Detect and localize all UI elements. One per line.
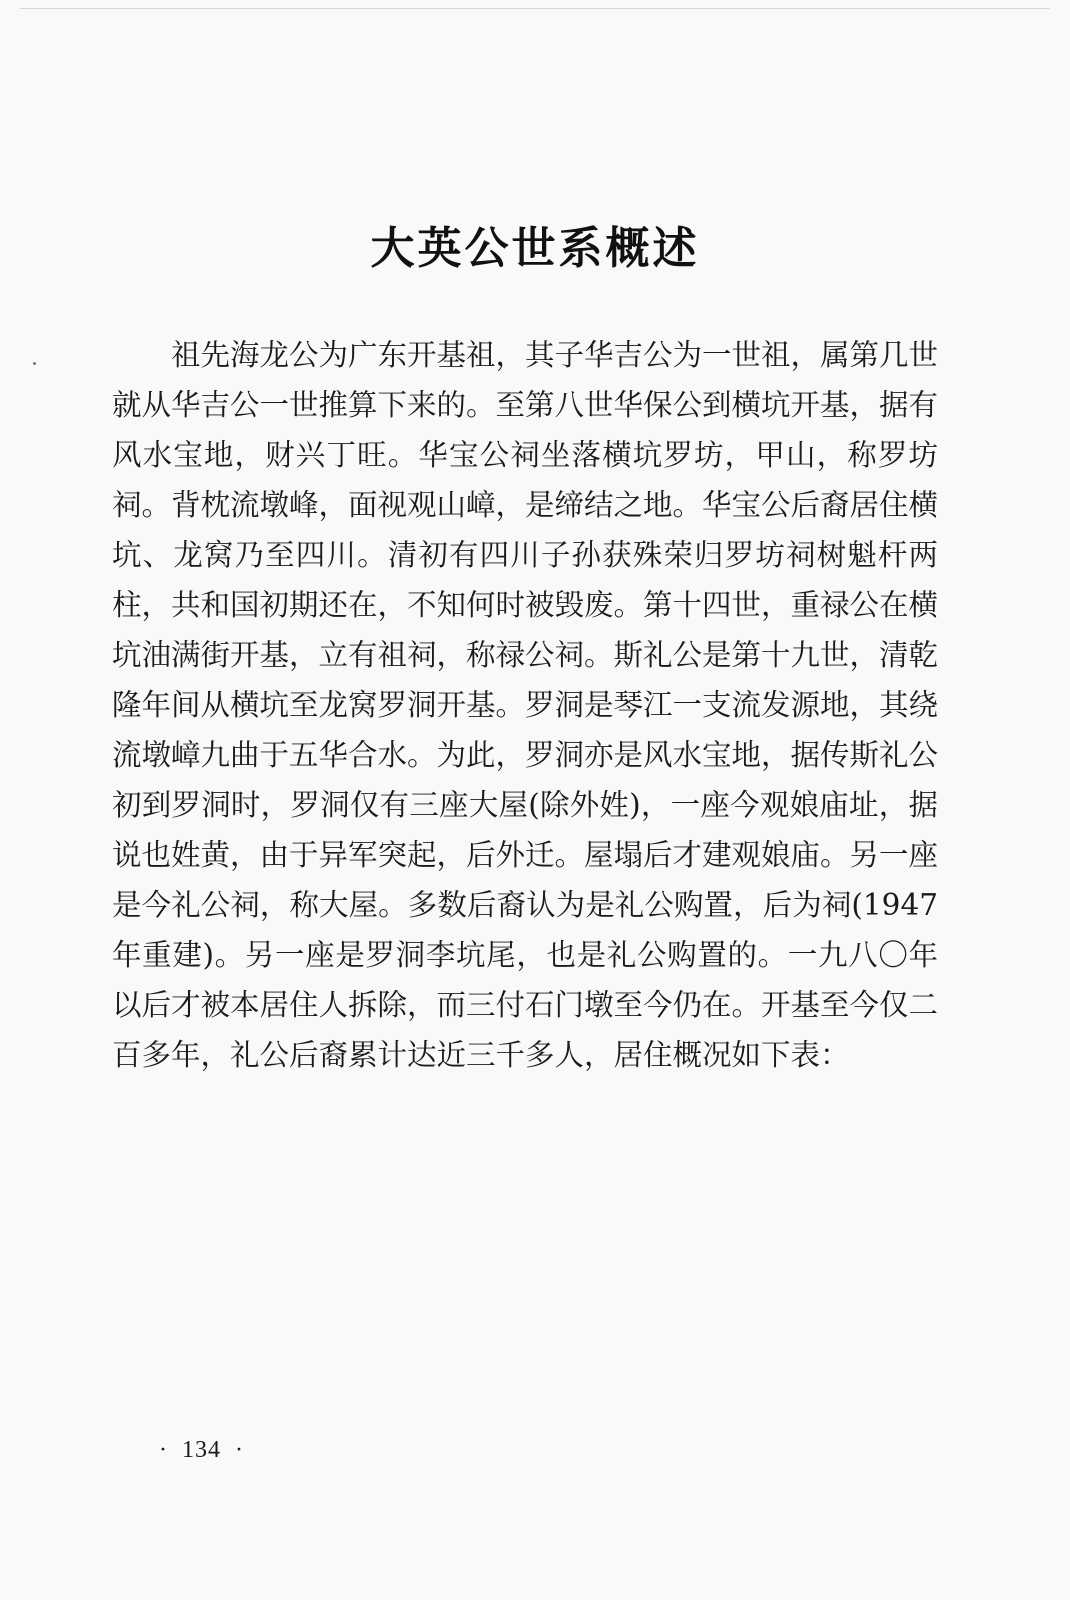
page-edge-rule	[20, 8, 1050, 9]
folio-right-dot: ·	[235, 1437, 244, 1463]
folio-number: 134	[182, 1437, 221, 1463]
scan-speck	[33, 362, 36, 365]
body-paragraph: 祖先海龙公为广东开基祖，其子华吉公为一世祖，属第几世就从华吉公一世推算下来的。至第八世华保公到横坑开基，据有风水宝地，财兴丁旺。华宝公祠坐落横坑罗坊，甲山，称罗坊祠。背枕流墩峰，面视观山嶂，是缔结之地。华宝公后裔居住横坑、龙窝乃至四川。清初有四川子孙获殊荣归罗坊祠树魁杆两柱，共和国初期还在，不知何时被毁废。第十四世，重禄公在横坑油满街开基，立有祖祠，称禄公祠。斯礼公是第十九世，清乾隆年间从横坑至龙窝罗洞开基。罗洞是琴江一支流发源地，其绕流墩嶂九曲于五华合水。为此，罗洞亦是风水宝地，据传斯礼公初到罗洞时，罗洞仅有三座大屋(除外姓)，一座今观娘庙址，据说也姓黄，由于异军突起，后外迁。屋塌后才建观娘庙。另一座是今礼公祠，称大屋。多数后裔认为是礼公购置，后为祠(1947 年重建)。另一座是罗洞李坑尾，也是礼公购置的。一九八〇年以后才被本居住人拆除，而三付石门墩至今仍在。开基至今仅二百多年，礼公后裔累计达近三千多人，居住概况如下表：	[112, 338, 939, 1072]
page-title: 大英公世系概述	[370, 223, 700, 274]
page-number	[145, 1437, 258, 1464]
folio-left-dot: ·	[159, 1437, 168, 1463]
